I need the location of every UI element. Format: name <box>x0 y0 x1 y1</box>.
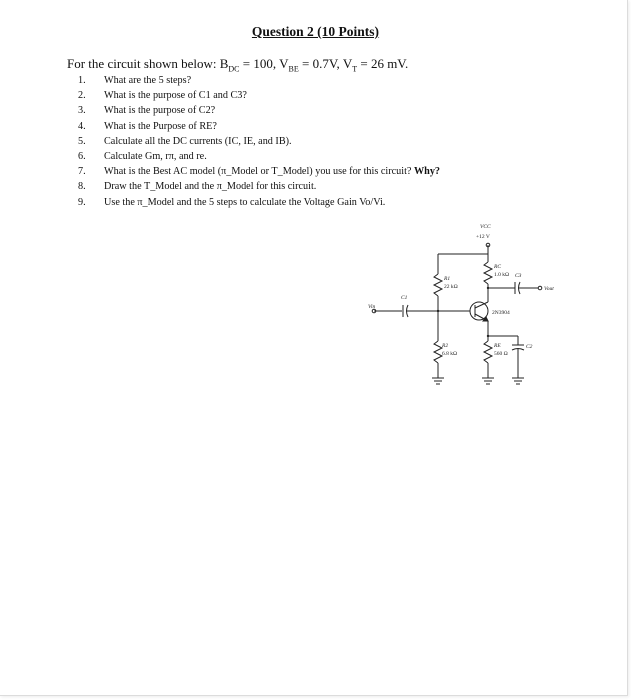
item-text: Use the π_Model and the 5 steps to calculate the Voltage Gain Vo/Vi. <box>104 196 386 208</box>
vcc-value: +12 V <box>476 234 490 240</box>
re-value: 560 Ω <box>494 351 508 357</box>
r2-resistor <box>434 341 442 363</box>
question-title: Question 2 (10 Points) <box>251 24 380 39</box>
item-emphasis: Why? <box>413 166 441 178</box>
question-list <box>78 73 440 210</box>
junction-dot <box>437 310 439 312</box>
item-text: Draw the T_Model and the π_Model for this circuit. <box>104 181 317 193</box>
list-item <box>78 164 440 179</box>
item-text: What is the purpose of C2? <box>104 105 216 117</box>
item-text: What is the Purpose of RE? <box>104 120 217 132</box>
vbe-subscript: BE <box>288 64 299 74</box>
vt-subscript: T <box>352 64 358 74</box>
item-text: Calculate Gm, rπ, and re. <box>104 151 207 163</box>
rc-resistor <box>484 262 492 284</box>
vout-label: Vout <box>544 286 554 292</box>
item-number: 5. <box>78 135 86 147</box>
intro-lead: For the circuit shown below: B <box>67 56 229 71</box>
r1-label: R1 <box>444 276 451 282</box>
vin-label: Vin <box>368 304 376 310</box>
item-text: What is the Best AC model (π_Model or T_Model) you use for this circuit? <box>104 166 412 178</box>
re-label: RE <box>494 343 501 349</box>
item-text: Calculate all the DC currents (IC, IE, and IB). <box>104 135 292 147</box>
vout-terminal <box>538 286 542 290</box>
c2-label: C2 <box>526 344 533 350</box>
list-item <box>78 103 440 118</box>
r2-label: R2 <box>442 343 449 349</box>
item-number: 7. <box>78 166 86 178</box>
item-number: 6. <box>78 151 86 163</box>
item-number: 3. <box>78 105 86 117</box>
rc-label: RC <box>494 264 502 270</box>
transistor-label: 2N3904 <box>492 310 510 316</box>
c3-label: C3 <box>515 273 522 279</box>
item-number: 2. <box>78 90 86 102</box>
r1-resistor <box>434 274 442 296</box>
list-item <box>78 195 440 210</box>
list-item <box>78 88 440 103</box>
problem-statement <box>67 56 408 74</box>
list-item <box>78 73 440 88</box>
list-item <box>78 134 440 149</box>
vt-value: = 26 mV. <box>357 56 409 71</box>
amplifier-circuit-diagram <box>368 218 568 393</box>
vcc-label: VCC <box>480 224 491 230</box>
r2-value: 6.8 kΩ <box>442 351 458 357</box>
item-number: 4. <box>78 120 86 132</box>
item-number: 8. <box>78 181 86 193</box>
list-item <box>78 149 440 164</box>
bdc-subscript: DC <box>228 64 240 74</box>
list-item <box>78 179 440 194</box>
re-resistor <box>484 341 492 363</box>
rc-value: 1.0 kΩ <box>494 272 510 278</box>
bdc-value: = 100, V <box>239 56 289 71</box>
list-item <box>78 119 440 134</box>
junction-dot <box>487 335 489 337</box>
item-text: What is the purpose of C1 and C3? <box>104 90 247 102</box>
r1-value: 22 kΩ <box>444 284 458 290</box>
c1-label: C1 <box>401 295 408 301</box>
vbe-value: = 0.7V, V <box>298 56 353 71</box>
item-number: 1. <box>78 75 86 86</box>
junction-dot <box>487 287 489 289</box>
item-text: What are the 5 steps? <box>104 75 192 86</box>
item-number: 9. <box>78 196 86 208</box>
